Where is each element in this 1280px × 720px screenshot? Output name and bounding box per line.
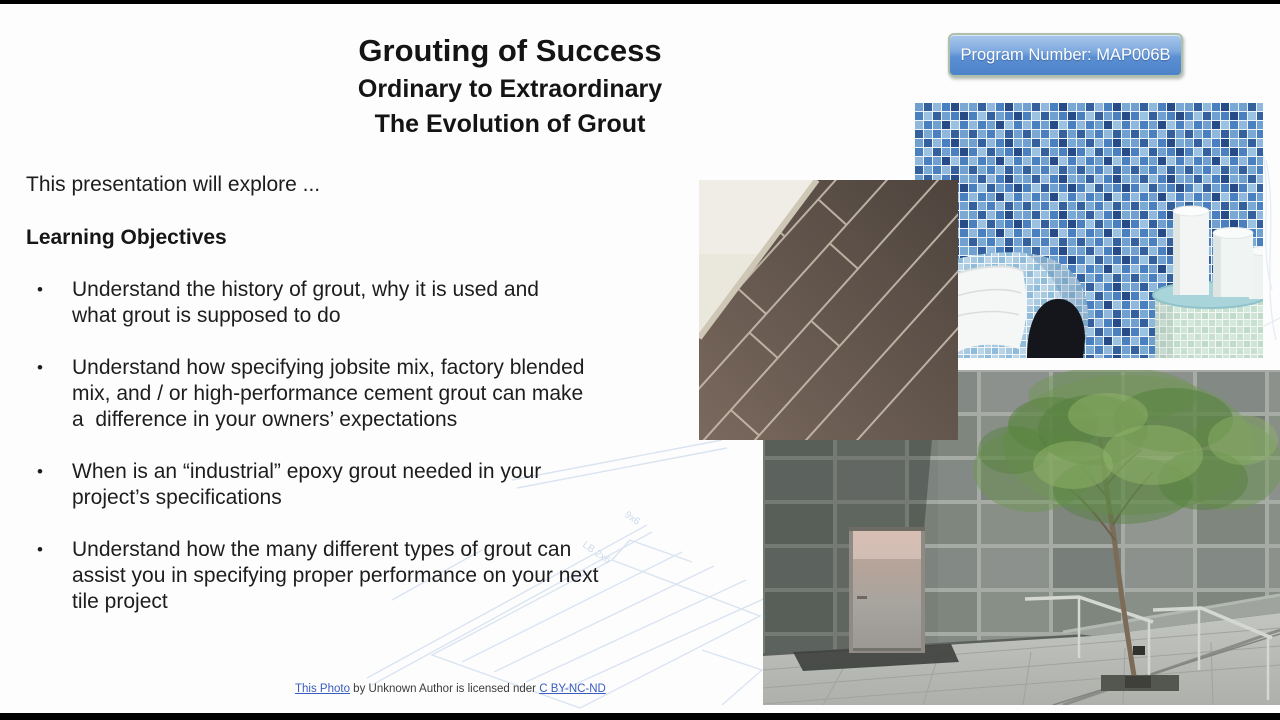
- letterbox-top: [0, 0, 1280, 4]
- list-item: [37, 277, 598, 329]
- bullet-marker: •: [37, 358, 43, 377]
- list-item: [37, 355, 598, 433]
- bullet-text: tile project: [72, 590, 168, 613]
- bullet-text: Understand how the many different types of grout can: [72, 538, 572, 561]
- tile-floor-photo: [699, 180, 958, 440]
- list-item: [37, 537, 598, 615]
- bullet-text: mix, and / or high-performance cement grout can make: [72, 382, 584, 405]
- slide-title: [270, 30, 750, 142]
- mosaic-spa-photo: [915, 103, 1263, 358]
- objectives-heading: Learning Objectives: [26, 226, 227, 249]
- watermark-label: LB 2x6: [580, 539, 613, 567]
- intro-text: This presentation will explore ...: [26, 173, 321, 196]
- bullet-marker: •: [37, 540, 43, 559]
- bullet-text: project’s specifications: [72, 486, 282, 509]
- bullet-text: Understand how specifying jobsite mix, factory blended: [72, 356, 585, 379]
- watermark-label: 9x6: [622, 509, 642, 528]
- bullet-text: When is an “industrial” epoxy grout needed in your: [72, 460, 542, 483]
- photo-credit-link[interactable]: This Photo: [295, 683, 350, 695]
- title-line-3: The Evolution of Grout: [374, 110, 646, 138]
- license-link[interactable]: C BY-NC-ND: [539, 683, 606, 695]
- objectives-list: [37, 277, 598, 641]
- bullet-marker: •: [37, 462, 43, 481]
- letterbox-bottom: [0, 713, 1280, 720]
- list-item: [37, 459, 598, 511]
- bullet-text: Understand the history of grout, why it is used and: [72, 278, 539, 301]
- program-number-badge: Program Number: MAP006B: [948, 33, 1183, 77]
- bullet-text: what grout is supposed to do: [72, 304, 341, 327]
- title-line-1: Grouting of Success: [358, 33, 662, 68]
- photo-credit-text: by Unknown Author is licensed nder: [349, 683, 540, 695]
- bullet-text: assist you in specifying proper performance on your next: [72, 564, 599, 587]
- bullet-text: a difference in your owners’ expectations: [72, 408, 458, 431]
- title-line-2: Ordinary to Extraordinary: [357, 75, 663, 103]
- photo-credit: [295, 683, 606, 695]
- bullet-marker: •: [37, 280, 43, 299]
